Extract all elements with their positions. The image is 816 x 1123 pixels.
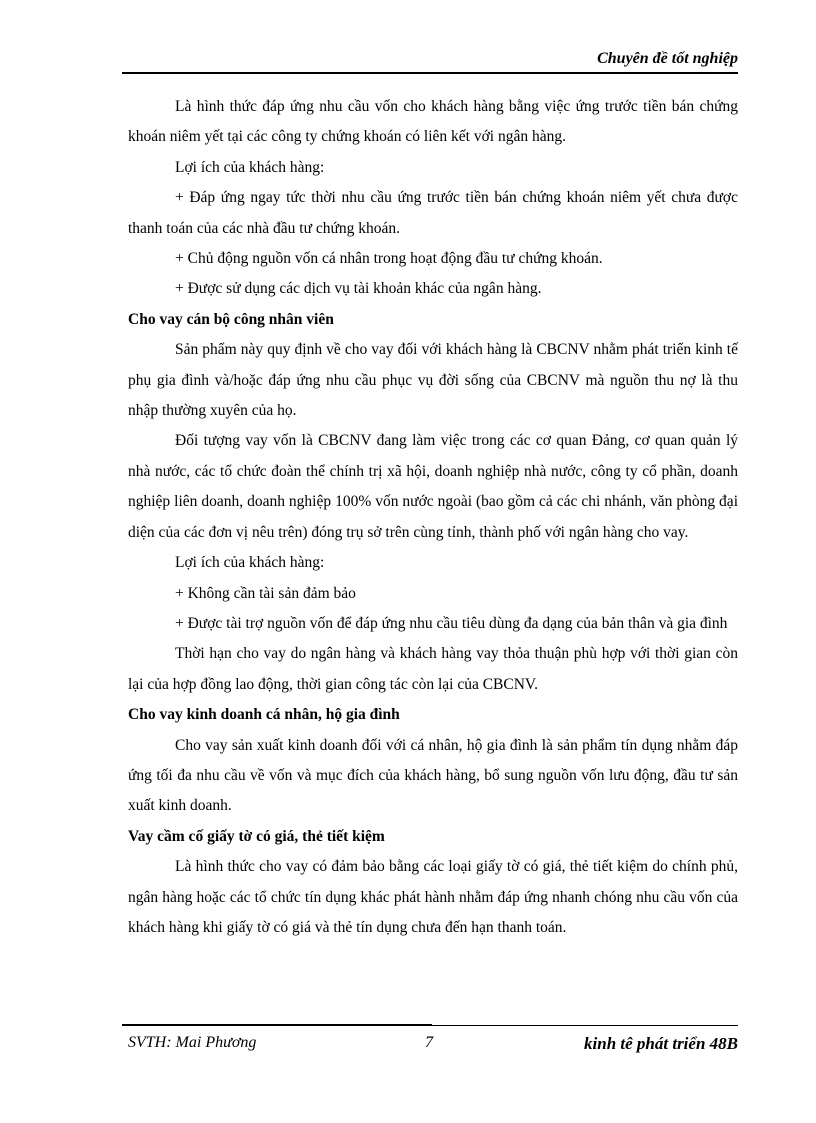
section-heading: Cho vay cán bộ công nhân viên bbox=[128, 310, 334, 328]
paragraph: Cho vay sản xuất kinh doanh đối với cá nhân, hộ gia đình là sản phẩm tín dụng nhằm đáp ứng tối đa nhu cầu về vốn và mục đích của khách hàng, bổ sung nguồn vốn lưu động, đầu tư sản xuất kinh doanh. bbox=[128, 736, 738, 815]
section-heading: Cho vay kinh doanh cá nhân, hộ gia đình bbox=[128, 706, 400, 724]
paragraph: + Đáp ứng ngay tức thời nhu cầu ứng trước tiền bán chứng khoán niêm yết chưa được thanh toán của các nhà đầu tư chứng khoán. bbox=[128, 189, 738, 237]
page-header bbox=[122, 46, 738, 74]
paragraph: Lợi ích của khách hàng: bbox=[175, 554, 325, 572]
section-heading: Vay cầm cố giấy tờ có giá, thẻ tiết kiệm bbox=[128, 827, 385, 845]
header-title: Chuyên đề tốt nghiệp bbox=[597, 50, 738, 67]
footer-class: kinh tê phát triển 48B bbox=[584, 1034, 738, 1053]
paragraph: Sản phẩm này quy định về cho vay đối với khách hàng là CBCNV nhằm phát triển kinh tế phụ gia đình và/hoặc đáp ứng nhu cầu phục vụ đời sống của CBCNV mà nguồn thu nợ là thu nhập thường xuyên của họ. bbox=[128, 341, 738, 420]
document-body bbox=[128, 92, 738, 943]
paragraph: Là hình thức cho vay có đảm bảo bằng các loại giấy tờ có giá, thẻ tiết kiệm do chính phủ, ngân hàng hoặc các tổ chức tín dụng khác phát hành nhằm đáp ứng nhanh chóng nhu cầu vốn của khách hàng khi giấy tờ có giá và thẻ tín dụng chưa đến hạn thanh toán. bbox=[128, 858, 738, 936]
page-footer bbox=[122, 1025, 738, 1053]
paragraph: + Không cần tài sản đảm bảo bbox=[175, 584, 356, 602]
paragraph: Là hình thức đáp ứng nhu cầu vốn cho khách hàng bằng việc ứng trước tiền bán chứng khoán niêm yết tại các công ty chứng khoán có liên kết với ngân hàng. bbox=[128, 98, 738, 146]
paragraph: Lợi ích của khách hàng: bbox=[175, 158, 325, 176]
paragraph: + Được tài trợ nguồn vốn để đáp ứng nhu cầu tiêu dùng đa dạng của bản thân và gia đình bbox=[175, 614, 728, 632]
paragraph: + Được sử dụng các dịch vụ tài khoản khác của ngân hàng. bbox=[175, 280, 542, 298]
footer-author: SVTH: Mai Phương bbox=[128, 1034, 257, 1051]
paragraph: Đối tượng vay vốn là CBCNV đang làm việc trong các cơ quan Đảng, cơ quan quản lý nhà nước, các tổ chức đoàn thể chính trị xã hội, doanh nghiệp nhà nước, công ty cổ phần, doanh nghiệp liên doanh, doanh nghiệp 100% vốn nước ngoài (bao gồm cả các chi nhánh, văn phòng đại diện của các đơn vị nêu trên) đóng trụ sở trên cùng tỉnh, thành phố với ngân hàng cho vay. bbox=[128, 432, 738, 541]
paragraph: Thời hạn cho vay do ngân hàng và khách hàng vay thỏa thuận phù hợp với thời gian còn lại của hợp đồng lao động, thời gian công tác còn lại của CBCNV. bbox=[128, 645, 738, 693]
page-number: 7 bbox=[425, 1034, 433, 1051]
paragraph: + Chủ động nguồn vốn cá nhân trong hoạt động đầu tư chứng khoán. bbox=[175, 250, 603, 268]
